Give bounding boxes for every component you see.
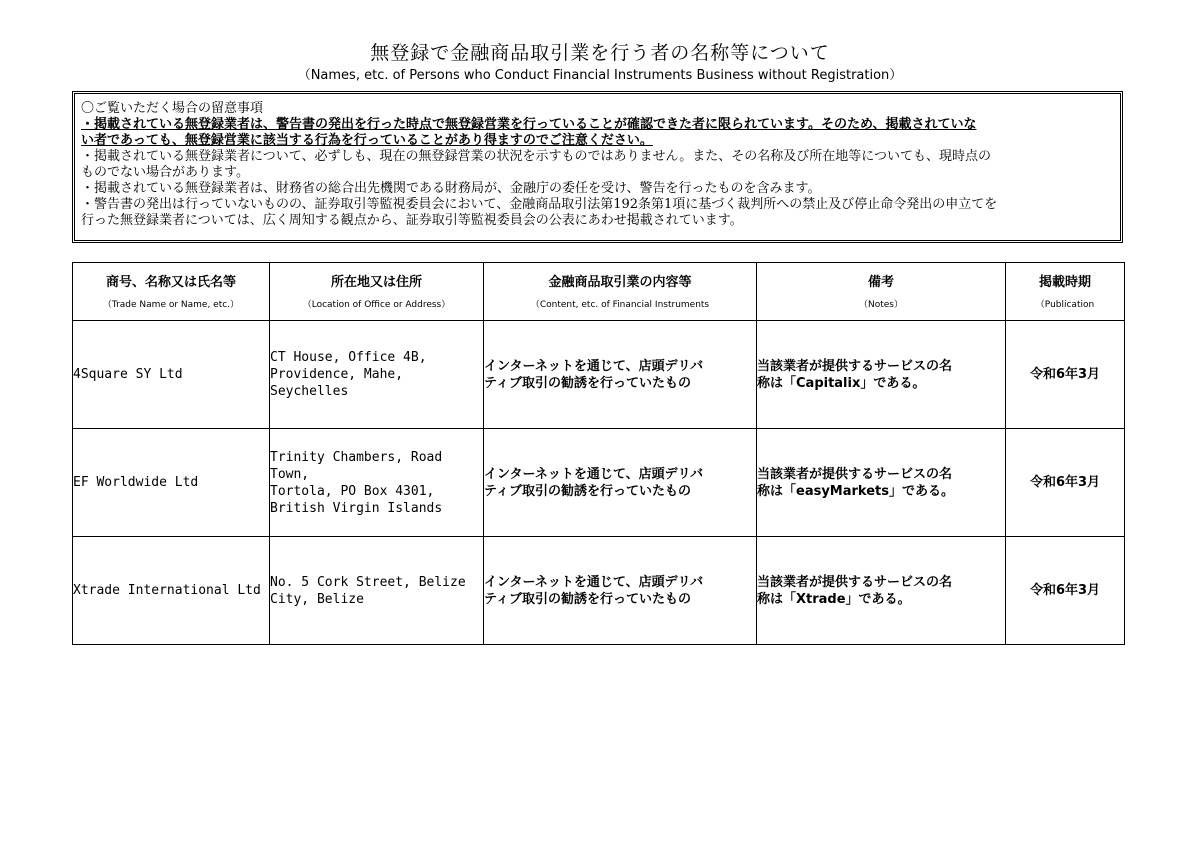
cell-notes <box>757 429 1006 537</box>
table-row <box>73 321 1125 429</box>
notes-line: 当該業者が提供するサービスの名 <box>757 466 953 482</box>
cell-name: EF Worldwide Ltd <box>73 429 270 537</box>
cell-publication: 令和6年3月 <box>1006 321 1125 429</box>
address-line: No. 5 Cork Street, Belize <box>270 574 466 590</box>
page-title: 無登録で金融商品取引業を行う者の名称等について <box>370 42 830 64</box>
content-line: ティブ取引の勧誘を行っていたもの <box>484 591 691 607</box>
cell-content <box>484 537 757 645</box>
address-line: CT House, Office 4B, <box>270 350 427 365</box>
page-subtitle: （Names, etc. of Persons who Conduct Financial Instruments Business without Registration） <box>297 68 903 83</box>
cell-notes <box>757 537 1006 645</box>
header-label: 商号、名称又は氏名等 <box>105 275 236 290</box>
address-line: British Virgin Islands <box>270 500 443 516</box>
cell-name: 4Square SY Ltd <box>73 321 270 429</box>
notes-line: 当該業者が提供するサービスの名 <box>757 358 953 374</box>
content-line: ティブ取引の勧誘を行っていたもの <box>484 375 691 391</box>
notice-line: ・掲載されている無登録業者について、必ずしも、現在の無登録営業の状況を示すものではありません。また、その名称及び所在地等についても、現時点の <box>81 149 992 164</box>
header-notes <box>757 263 1006 321</box>
unregistered-business-table <box>72 262 1125 645</box>
table-row <box>73 537 1125 645</box>
content-line: インターネットを通じて、店頭デリバ <box>484 574 704 590</box>
cell-publication: 令和6年3月 <box>1006 429 1125 537</box>
address-line: Tortola, PO Box 4301, <box>270 483 435 499</box>
header-label-en: （Trade Name or Name, etc.） <box>102 300 240 310</box>
cell-name: Xtrade International Ltd <box>73 537 270 645</box>
address-line: Providence, Mahe, Seychelles <box>270 367 404 399</box>
notice-line: 行った無登録業者については、広く周知する観点から、証券取引等監視委員会の公表にあわせ掲載されています。 <box>81 213 743 228</box>
header-name <box>73 263 270 321</box>
header-label: 掲載時期 <box>1038 275 1091 290</box>
content-line: インターネットを通じて、店頭デリバ <box>484 358 704 374</box>
address-line: City, Belize <box>270 591 364 607</box>
cell-address <box>270 429 484 537</box>
cell-content <box>484 321 757 429</box>
notice-line: ものでない場合があります。 <box>81 165 249 180</box>
header-label-en: （Location of Office or Address） <box>302 300 451 310</box>
notes-line: 称は「Capitalix」である。 <box>757 375 926 391</box>
header-label-en: （Content, etc. of Financial Instruments <box>530 300 710 310</box>
header-publication <box>1006 263 1125 321</box>
header-label-en: （Notes） <box>859 300 903 310</box>
address-line: Trinity Chambers, Road Town, <box>270 449 443 482</box>
header-label: 金融商品取引業の内容等 <box>548 275 692 290</box>
notice-line: ・警告書の発出は行っていないものの、証券取引等監視委員会において、金融商品取引法第192条第1項に基づく裁判所への禁止及び停止命令発出の申立てを <box>81 197 998 212</box>
table-row <box>73 429 1125 537</box>
notice-line: い者であっても、無登録営業に該当する行為を行っていることがあり得ますのでご注意ください。 <box>81 133 653 148</box>
cell-content <box>484 429 757 537</box>
header-content <box>484 263 757 321</box>
table-header-row <box>73 263 1125 321</box>
header-label: 所在地又は住所 <box>330 275 422 290</box>
notes-line: 当該業者が提供するサービスの名 <box>757 574 953 590</box>
header-label-en: （Publication <box>1035 300 1095 310</box>
notice-line: ・掲載されている無登録業者は、財務省の総合出先機関である財務局が、金融庁の委任を受け、警告を行ったものを含みます。 <box>81 181 821 196</box>
notes-line: 称は「easyMarkets」である。 <box>757 483 954 499</box>
content-line: ティブ取引の勧誘を行っていたもの <box>484 483 691 499</box>
header-address <box>270 263 484 321</box>
cell-publication: 令和6年3月 <box>1006 537 1125 645</box>
cell-notes <box>757 321 1006 429</box>
notice-line: ・掲載されている無登録業者は、警告書の発出を行った時点で無登録営業を行っていることが確認できた者に限られています。そのため、掲載されていな <box>81 117 977 132</box>
notes-line: 称は「Xtrade」である。 <box>757 591 911 607</box>
notice-heading: 〇ご覧いただく場合の留意事項 <box>81 101 264 116</box>
header-label: 備考 <box>867 275 894 290</box>
cell-address <box>270 537 484 645</box>
content-line: インターネットを通じて、店頭デリバ <box>484 466 704 482</box>
notice-box <box>72 91 1123 243</box>
cell-address <box>270 321 484 429</box>
